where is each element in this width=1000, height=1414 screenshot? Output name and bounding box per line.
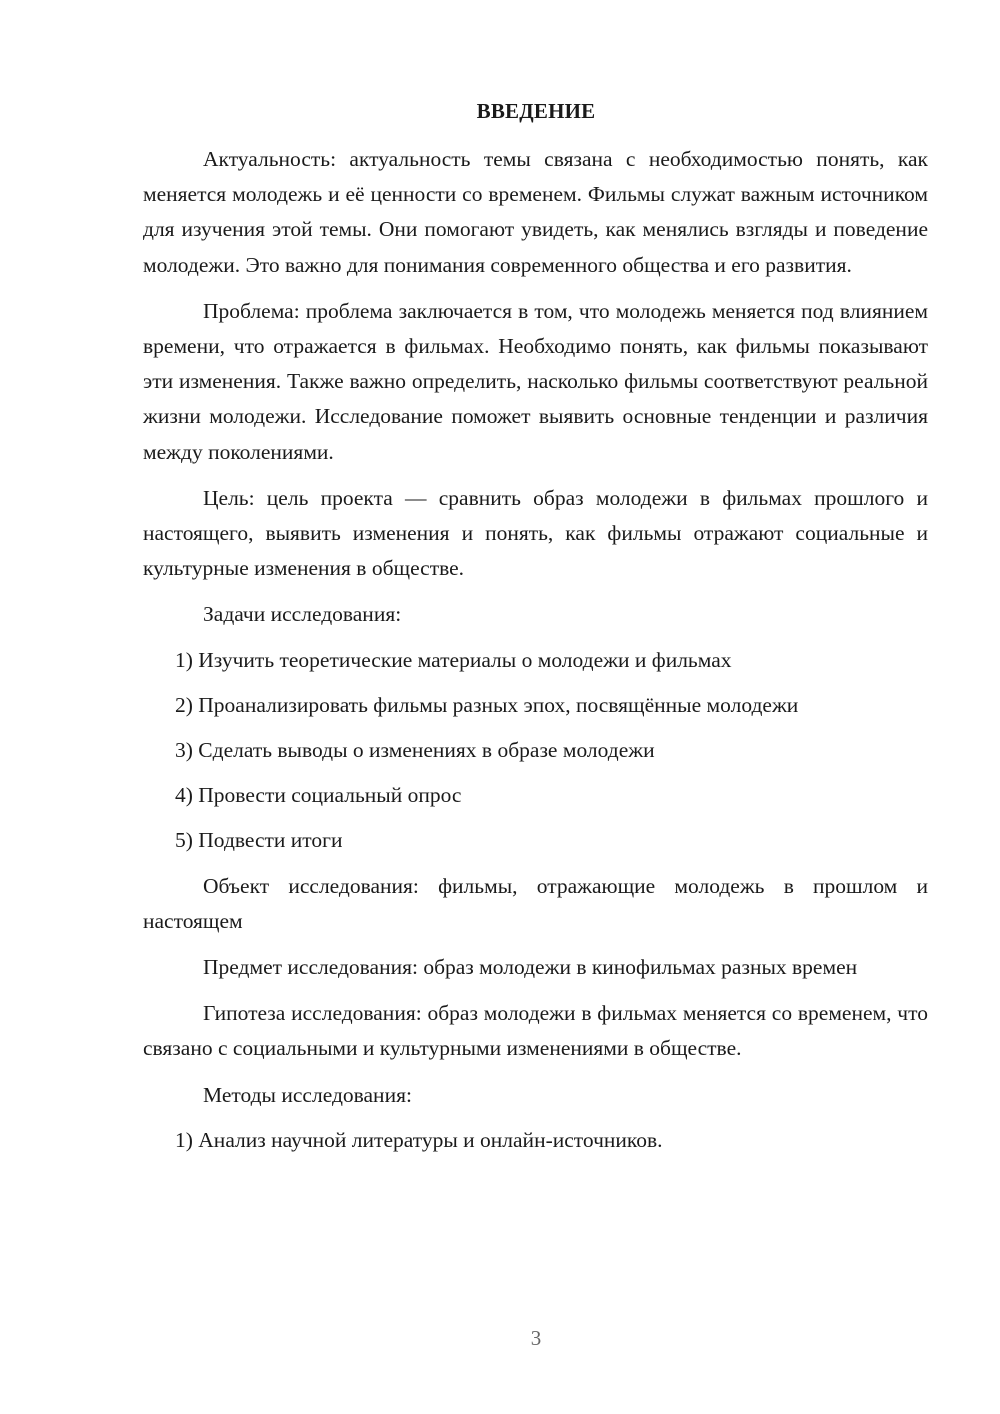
document-body bbox=[143, 142, 928, 1158]
tasks-heading: Задачи исследования: bbox=[203, 602, 402, 627]
page-number: 3 bbox=[530, 1326, 542, 1350]
list-item: 5) Подвести итоги bbox=[175, 828, 343, 853]
list-item: 3) Сделать выводы о изменениях в образе молодежи bbox=[175, 738, 655, 763]
list-item: 2) Проанализировать фильмы разных эпох, посвящённые молодежи bbox=[175, 692, 799, 717]
hypothesis-paragraph: Гипотеза исследования: образ молодежи в фильмах меняется со временем, что связано с социальными и культурными изменениями в обществе. bbox=[143, 1001, 928, 1061]
list-item: 4) Провести социальный опрос bbox=[175, 783, 462, 808]
list-item: 1) Изучить теоретические материалы о молодежи и фильмах bbox=[175, 647, 732, 672]
page-title: ВВЕДЕНИЕ bbox=[476, 99, 596, 123]
relevance-paragraph: Актуальность: актуальность темы связана с необходимостью понять, как меняется молодежь и её ценности со временем. Фильмы служат важным источником для изучения этой темы. Они помогают увидеть, как менялись взгляды и поведение молодежи. Это важно для понимания современного общества и его развития. bbox=[143, 147, 928, 277]
object-paragraph: Объект исследования: фильмы, отражающие молодежь в прошлом и настоящем bbox=[143, 873, 928, 933]
problem-paragraph: Проблема: проблема заключается в том, что молодежь меняется под влиянием времени, что отражается в фильмах. Необходимо понять, как фильмы показывают эти изменения. Также важно определить, насколько фильмы соответствуют реальной жизни молодежи. Исследование поможет выявить основные тенденции и различия между поколениями. bbox=[143, 298, 928, 464]
subject-paragraph: Предмет исследования: образ молодежи в кинофильмах разных времен bbox=[203, 955, 858, 980]
list-item: 1) Анализ научной литературы и онлайн-источников. bbox=[175, 1127, 663, 1152]
methods-heading: Методы исследования: bbox=[203, 1082, 412, 1107]
goal-paragraph: Цель: цель проекта — сравнить образ молодежи в фильмах прошлого и настоящего, выявить изменения и понять, как фильмы отражают социальные и культурные изменения в обществе. bbox=[143, 485, 928, 581]
